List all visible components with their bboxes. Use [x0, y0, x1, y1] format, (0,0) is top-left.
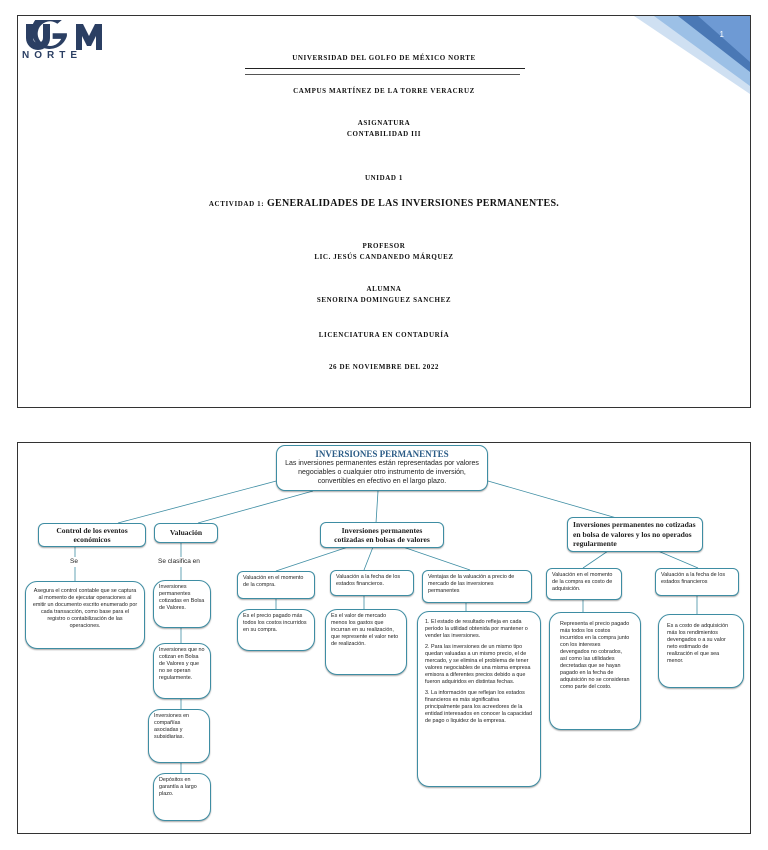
subject-name: CONTABILIDAD III	[346, 130, 422, 138]
valuacion-item-3: Inversiones en compañías asociadas y subsidiarias.	[148, 709, 210, 763]
degree-name: LICENCIATURA EN CONTADURÍA	[318, 331, 450, 339]
activity-title	[18, 198, 750, 209]
valuacion-item-4: Depósitos en garantía a largo plazo.	[153, 773, 211, 821]
date: 26 DE NOVIEMBRE DEL 2022	[328, 363, 440, 371]
node-control-text: Asegura el control contable que se captura al momento de ejecutar operaciones al emitir un documento escrito enumerado por cada transacción, como base para el registro o contabilización de las operaciones.	[25, 581, 145, 649]
professor-name: LIC. JESÚS CANDANEDO MÁRQUEZ	[314, 253, 454, 261]
cotizadas-col2-head: Valuación a la fecha de los estados financieros.	[330, 570, 414, 596]
divider	[245, 68, 525, 69]
node-valuacion: Valuación	[154, 523, 218, 543]
student-name: SENORINA DOMINGUEZ SANCHEZ	[316, 296, 452, 304]
node-no-cotizadas: Inversiones permanentes no cotizadas en bolsa de valores y los no operados regularmente	[567, 517, 703, 552]
link-label-clasifica: Se clasifica en	[158, 558, 200, 565]
professor-label: PROFESOR	[362, 242, 406, 250]
cotizadas-col3-head: Ventajas de la valuación a precio de mercado de las inversiones permanentes	[422, 570, 532, 603]
student-label: ALUMNA	[366, 285, 402, 293]
no-cotizadas-col2-text: Es a costo de adquisición más los rendimientos devengados o a su valor neto estimado de realización el que sea menor.	[658, 614, 744, 688]
logo-wordmark: NORTE	[22, 50, 82, 61]
concept-map-page	[17, 442, 751, 834]
no-cotizadas-col2-head: Valuación a la fecha de los estados financieros	[655, 568, 739, 596]
node-control-eventos: Control de los eventos económicos	[38, 523, 146, 547]
unit-title: UNIDAD 1	[364, 174, 404, 182]
ventaja-3: 3. La información que reflejan los estados financieros es más significativa principalmente para los acreedores de la entidad interesados en conocer la capacidad de pago o liquidez de la empresa.	[425, 690, 532, 725]
cotizadas-col1-text: Es el precio pagado más todos los costos incurridos en su compra.	[237, 609, 315, 651]
activity-label: ACTIVIDAD 1:	[208, 200, 265, 208]
no-cotizadas-col1-head: Valuación en el momento de la compra es costo de adquisición.	[546, 568, 622, 600]
link-label-se: Se	[70, 558, 78, 565]
ventaja-1: 1. El estado de resultado refleja en cada período la utilidad obtenida por mantener o vender las inversiones.	[425, 619, 528, 640]
cotizadas-col2-text: Es el valor de mercado menos los gastos que incurran en su realización, que represente el valor neto de realización.	[325, 609, 407, 675]
root-description: Las inversiones permanentes están representadas por valores negociables o cualquier otro instrumento de inversión, convertibles en efectivo en el largo plazo.	[285, 460, 479, 485]
campus-name: CAMPUS MARTÍNEZ DE LA TORRE VERACRUZ	[293, 87, 475, 95]
cotizadas-col3-text	[417, 611, 541, 787]
activity-name: GENERALIDADES DE LAS INVERSIONES PERMANENTES.	[266, 198, 560, 209]
divider	[245, 74, 520, 75]
root-node	[276, 445, 488, 491]
valuacion-item-1: Inversiones permanentes cotizadas en Bolsa de Valores.	[153, 580, 211, 628]
node-cotizadas: Inversiones permanentes cotizadas en bolsas de valores	[320, 522, 444, 548]
page-number: 1	[719, 30, 724, 39]
cotizadas-col1-head: Valuación en el momento de la compra.	[237, 571, 315, 599]
ventaja-2: 2. Para las inversiones de un mismo tipo quedan valuadas a un mismo precio, el de mercado, y se elimina el problema de tener valores negociables de una misma empresa emisora a diferentes precios debido a que fueron adquiridos en distintas fechas.	[425, 644, 531, 686]
cover-page	[17, 15, 751, 408]
no-cotizadas-col1-text: Representa el precio pagado más todos los costos incurridos en la compra junto con los intereses devengados no cobrados, así como las utilidades decretadas que se hayan pagado en la fecha de adquisición no se consideran como parte del costo.	[549, 612, 641, 730]
root-title: INVERSIONES PERMANENTES	[315, 449, 449, 459]
university-name: UNIVERSIDAD DEL GOLFO DE MÉXICO NORTE	[292, 54, 476, 62]
valuacion-item-2: Inversiones que no cotizan en Bolsa de Valores y que no se operan regularmente.	[153, 643, 211, 699]
subject-label: ASIGNATURA	[357, 119, 411, 127]
